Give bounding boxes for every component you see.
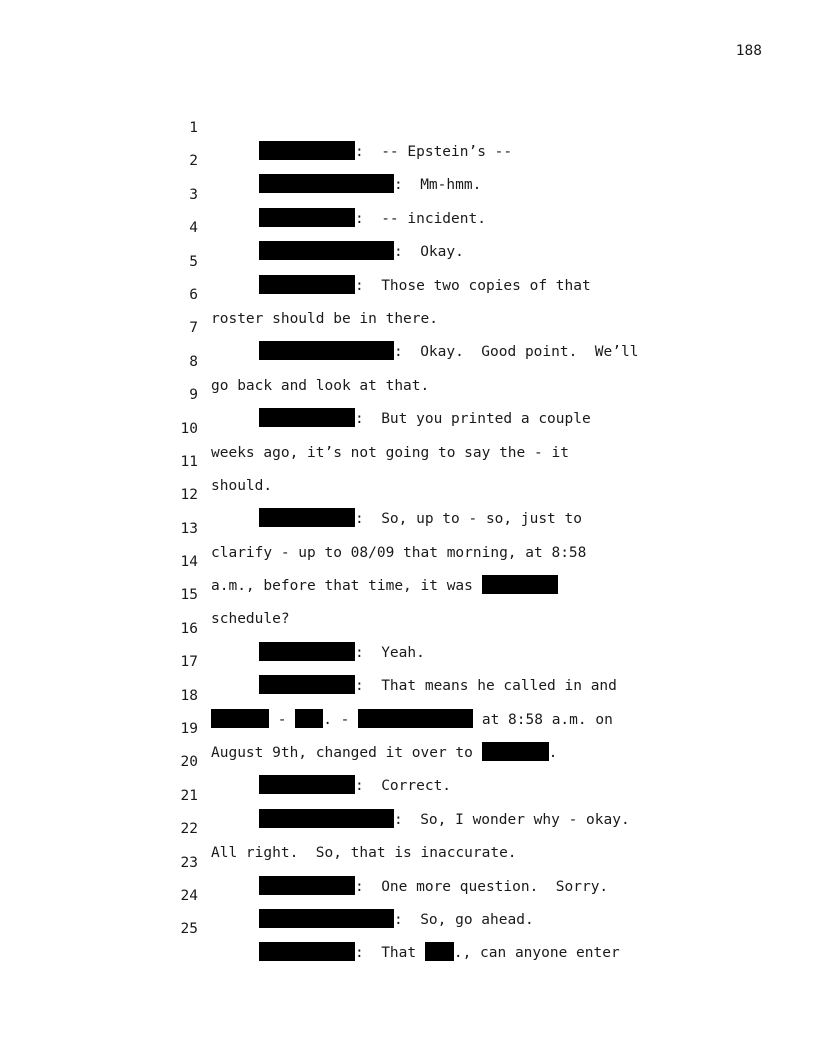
line-text: : Those two copies of that — [259, 274, 591, 298]
line-text: should. — [211, 477, 273, 494]
transcript-line — [0, 526, 816, 595]
transcript-line — [0, 226, 816, 294]
line-number: 24 — [180, 887, 198, 904]
line-number: 17 — [180, 654, 198, 671]
line-text: clarify - up to 08/09 that morning, at 8:58 — [211, 544, 587, 561]
line-text: All right. So, that is inaccurate. — [211, 845, 517, 862]
transcript-line — [0, 92, 816, 160]
line-text: : So, go ahead. — [259, 908, 534, 932]
transcript-line — [0, 493, 816, 561]
line-number: 15 — [180, 587, 198, 604]
redaction-bar — [425, 942, 454, 961]
line-text: : But you printed a couple — [259, 407, 591, 431]
transcript-line — [0, 259, 816, 327]
line-text: weeks ago, it’s not going to say the - it — [211, 444, 569, 461]
transcript-line — [0, 125, 816, 194]
line-number: 2 — [189, 153, 198, 170]
line-number: 5 — [189, 253, 198, 270]
line-text: : Okay. — [259, 240, 464, 264]
line-number: 10 — [180, 420, 198, 437]
line-number: 22 — [180, 821, 198, 838]
line-number: 23 — [180, 854, 198, 871]
line-number: 16 — [180, 620, 198, 637]
transcript-line — [0, 426, 816, 494]
line-number: 18 — [180, 687, 198, 704]
line-text: go back and look at that. — [211, 377, 430, 394]
line-number: 11 — [180, 453, 198, 470]
line-number: 1 — [189, 120, 198, 136]
line-number: 12 — [180, 487, 198, 504]
line-text: : Mm-hmm. — [259, 173, 481, 197]
transcript-line — [0, 393, 816, 461]
transcript-line — [0, 459, 816, 528]
line-number: 6 — [189, 286, 198, 303]
transcript-line — [0, 793, 816, 862]
line-text: schedule? — [211, 611, 290, 628]
transcript-line — [0, 192, 816, 261]
line-text: : Yeah. — [259, 641, 425, 665]
line-number: 21 — [180, 787, 198, 804]
line-text: : One more question. Sorry. — [259, 875, 608, 899]
transcript-line — [0, 760, 816, 828]
line-text: : So, up to - so, just to — [259, 507, 582, 531]
transcript-line — [0, 660, 816, 728]
transcript-line — [0, 292, 816, 361]
line-number: 4 — [189, 220, 198, 237]
line-text: : That means he called in and — [259, 674, 617, 698]
line-text: : Correct. — [259, 774, 451, 798]
transcript-line — [0, 726, 816, 795]
line-text: August 9th, changed it over to . — [211, 741, 557, 765]
transcript-line — [0, 827, 816, 895]
line-number: 7 — [189, 320, 198, 337]
transcript-line — [0, 359, 816, 428]
line-number: 3 — [189, 186, 198, 203]
transcript-line — [0, 893, 816, 962]
line-number: 14 — [180, 554, 198, 571]
line-text: roster should be in there. — [211, 310, 438, 327]
line-number: 8 — [189, 353, 198, 370]
line-text: : So, I wonder why - okay. — [259, 808, 630, 832]
line-text: - . - at 8:58 a.m. on — [211, 708, 613, 732]
page-number: 188 — [735, 43, 762, 59]
transcript-line — [0, 593, 816, 661]
line-number: 19 — [180, 721, 198, 738]
line-text: : -- Epstein’s -- — [259, 140, 512, 164]
line-number: 25 — [180, 921, 198, 938]
line-text: : Okay. Good point. We’ll — [259, 340, 638, 364]
line-text: a.m., before that time, it was — [211, 574, 558, 598]
transcript-line — [0, 559, 816, 628]
line-text: : That ., can anyone enter — [259, 941, 620, 965]
transcript-line — [0, 326, 816, 394]
line-text: : -- incident. — [259, 207, 486, 231]
line-number: 20 — [180, 754, 198, 771]
transcript-line — [0, 626, 816, 695]
transcript-lines — [0, 92, 816, 962]
line-number: 13 — [180, 520, 198, 537]
redaction-bar — [259, 942, 355, 961]
transcript-line — [0, 693, 816, 762]
transcript-line — [0, 860, 816, 928]
line-number: 9 — [189, 387, 198, 404]
transcript-line — [0, 159, 816, 227]
